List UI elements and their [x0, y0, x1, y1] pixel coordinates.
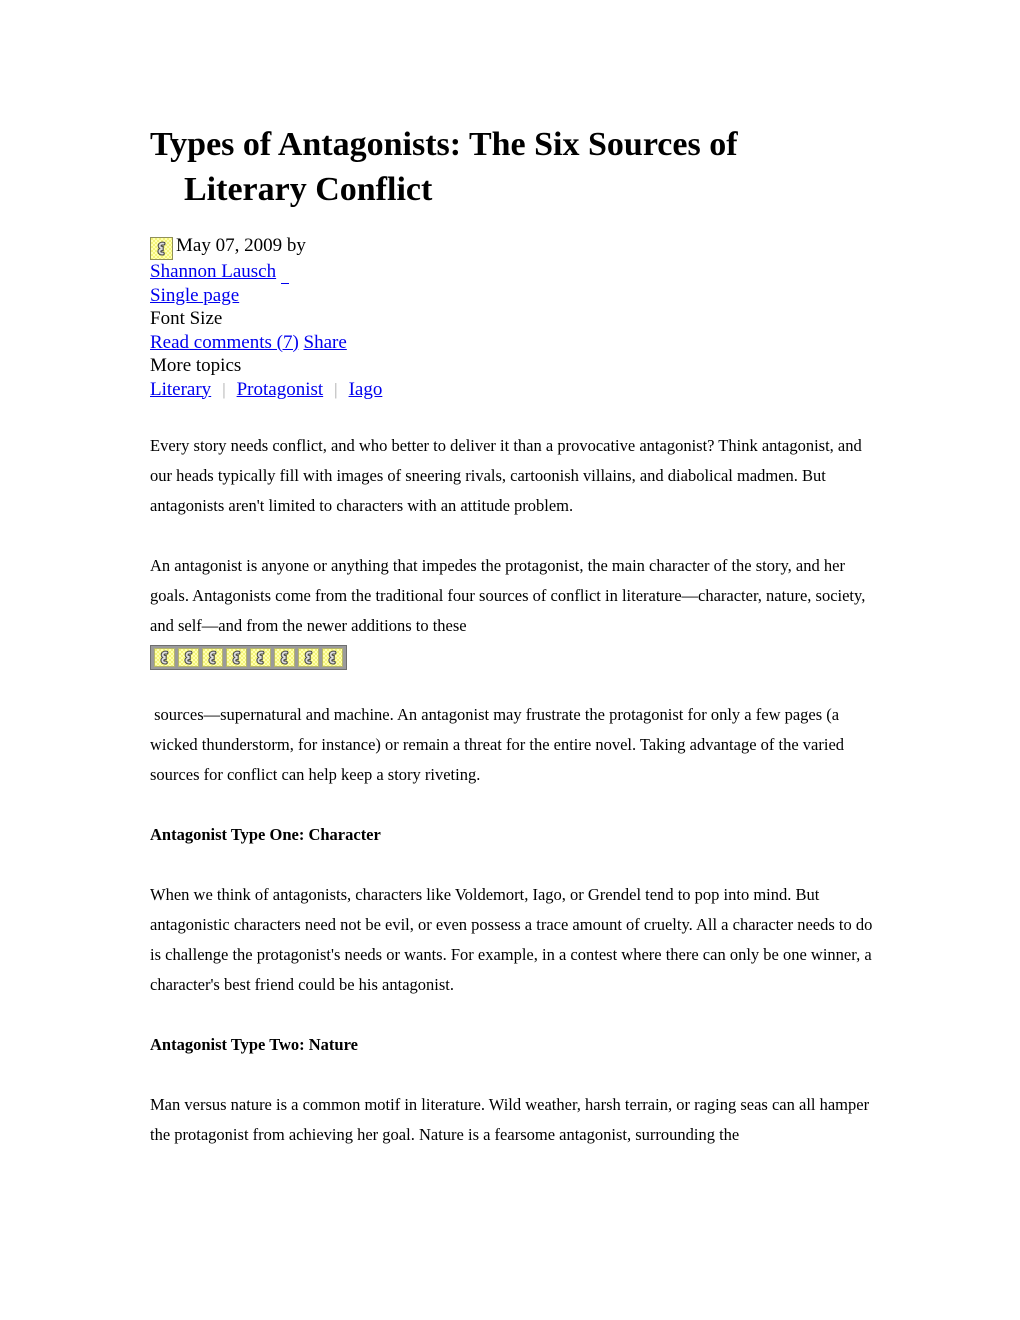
share-link[interactable]: Share — [303, 331, 347, 353]
title-line-2: Literary Conflict — [184, 171, 433, 208]
broken-image-icon — [274, 648, 295, 667]
read-comments-link[interactable]: Read comments (7) — [150, 331, 299, 353]
broken-image-icon — [226, 648, 247, 667]
broken-image-icon — [322, 648, 343, 667]
comments-share-line — [150, 331, 874, 355]
heading-type-one-character: Antagonist Type One: Character — [150, 825, 381, 844]
font-size-line — [150, 307, 874, 331]
topic-link-protagonist[interactable]: Protagonist — [236, 378, 324, 400]
single-page-link[interactable]: Single page — [150, 284, 240, 306]
topic-link-iago[interactable]: Iago — [348, 378, 383, 400]
paragraph-definition: An antagonist is anyone or anything that impedes the protagonist, the main character of the story, and her goals. Antagonists come from the traditional four sources of conflict in literature—character, nature, society, and self—and from the newer additions to these — [150, 556, 866, 635]
article-meta — [150, 234, 874, 401]
topic-separator: | — [334, 379, 338, 399]
paragraph-nature: Man versus nature is a common motif in literature. Wild weather, harsh terrain, or raging seas can all hamper the protagonist from achieving her goal. Nature is a fearsome antagonist, surrounding the — [150, 1095, 870, 1144]
broken-image-icon — [154, 648, 175, 667]
heading-type-two-nature: Antagonist Type Two: Nature — [150, 1035, 358, 1054]
title-line-1: Types of Antagonists: The Six Sources of — [150, 126, 738, 163]
broken-image-icon — [250, 648, 271, 667]
broken-image-icon — [150, 237, 173, 260]
date-line — [150, 234, 874, 260]
broken-image-icon — [298, 648, 319, 667]
broken-image-icon — [202, 648, 223, 667]
topics-line — [150, 378, 874, 402]
author-link[interactable]: Shannon Lausch — [150, 261, 277, 282]
more-topics-label: More topics — [150, 355, 242, 376]
paragraph-character: When we think of antagonists, characters like Voldemort, Iago, or Grendel tend to pop into mind. But antagonistic characters need not be evil, or even possess a trace amount of cruelty. All a character needs to do is challenge the protagonist's needs or wants. For example, in a contest where there can only be one winner, a character's best friend could be his antagonist. — [150, 885, 873, 994]
author-line — [150, 260, 874, 284]
paragraph-sources: sources—supernatural and machine. An antagonist may frustrate the protagonist for only a few pages (a wicked thunderstorm, for instance) or remain a threat for the entire novel. Taking advantage of the varied sources for conflict can help keep a story riveting. — [150, 705, 849, 784]
article-title — [150, 122, 874, 212]
trailing-underline — [281, 263, 289, 284]
more-topics-line — [150, 354, 874, 378]
font-size-label: Font Size — [150, 308, 223, 329]
broken-image-strip — [150, 645, 347, 670]
topic-separator: | — [222, 379, 226, 399]
topic-link-literary[interactable]: Literary — [150, 378, 212, 400]
single-page-line — [150, 284, 874, 308]
article-body — [150, 431, 874, 1150]
broken-image-icon — [178, 648, 199, 667]
date-text: May 07, 2009 by — [176, 235, 306, 256]
paragraph-intro: Every story needs conflict, and who better to deliver it than a provocative antagonist? Think antagonist, and our heads typically fill with images of sneering rivals, cartoonish villains, and diabolical madmen. But antagonists aren't limited to characters with an attitude problem. — [150, 436, 862, 515]
